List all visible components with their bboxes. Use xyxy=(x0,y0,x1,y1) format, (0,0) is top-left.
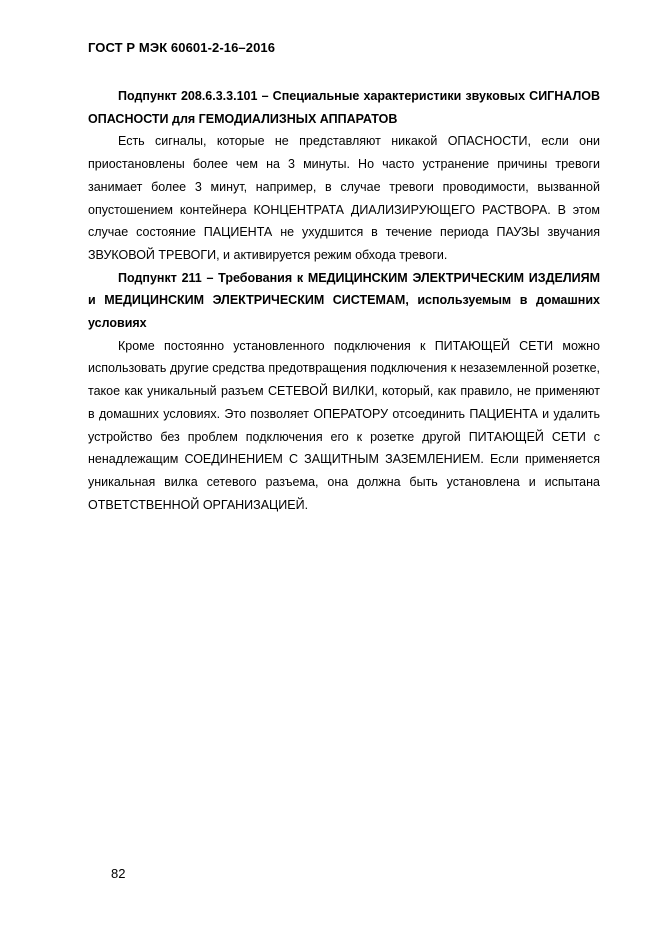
standard-header: ГОСТ Р МЭК 60601-2-16–2016 xyxy=(88,40,276,55)
section-heading-211: Подпункт 211 – Требования к МЕДИЦИНСКИМ ЭЛЕКТРИЧЕСКИМ ИЗДЕЛИЯМ и МЕДИЦИНСКИМ ЭЛЕКТРИЧЕСКИМ СИСТЕМАМ, используемым в домашних условиях xyxy=(88,270,600,331)
section-body-208: Есть сигналы, которые не представляют никакой ОПАСНОСТИ, если они приостановлены более чем на 3 минуты. Но часто устранение причины тревоги занимает более 3 минут, например, в случае тревоги проводимости, вызванной опустошением контейнера КОНЦЕНТРАТА ДИАЛИЗИРУЮЩЕГО РАСТВОРА. В этом случае состояние ПАЦИЕНТА не ухудшится в течение периода ПАУЗЫ звучания ЗВУКОВОЙ ТРЕВОГИ, и активируется режим обхода тревоги. xyxy=(88,134,600,262)
section-heading-208: Подпункт 208.6.3.3.101 – Специальные характеристики звуковых СИГНАЛОВ ОПАСНОСТИ для ГЕМОДИАЛИЗНЫХ АППАРАТОВ xyxy=(88,89,600,126)
document-body xyxy=(88,85,600,516)
section-body-211: Кроме постоянно установленного подключения к ПИТАЮЩЕЙ СЕТИ можно использовать другие средства предотвращения подключения к незаземленной розетке, такое как уникальный разъем СЕТЕВОЙ ВИЛКИ, который, как правило, не применяют в домашних условиях. Это позволяет ОПЕРАТОРУ отсоединить ПАЦИЕНТА и удалить устройство без проблем подключения его к розетке другой ПИТАЮЩЕЙ СЕТИ с ненадлежащим СОЕДИНЕНИЕМ С ЗАЩИТНЫМ ЗАЗЕМЛЕНИЕМ. Если применяется уникальная вилка сетевого разъема, она должна быть установлена и испытана ОТВЕТСТВЕННОЙ ОРГАНИЗАЦИЕЙ. xyxy=(88,338,600,512)
page-number: 82 xyxy=(111,866,126,881)
